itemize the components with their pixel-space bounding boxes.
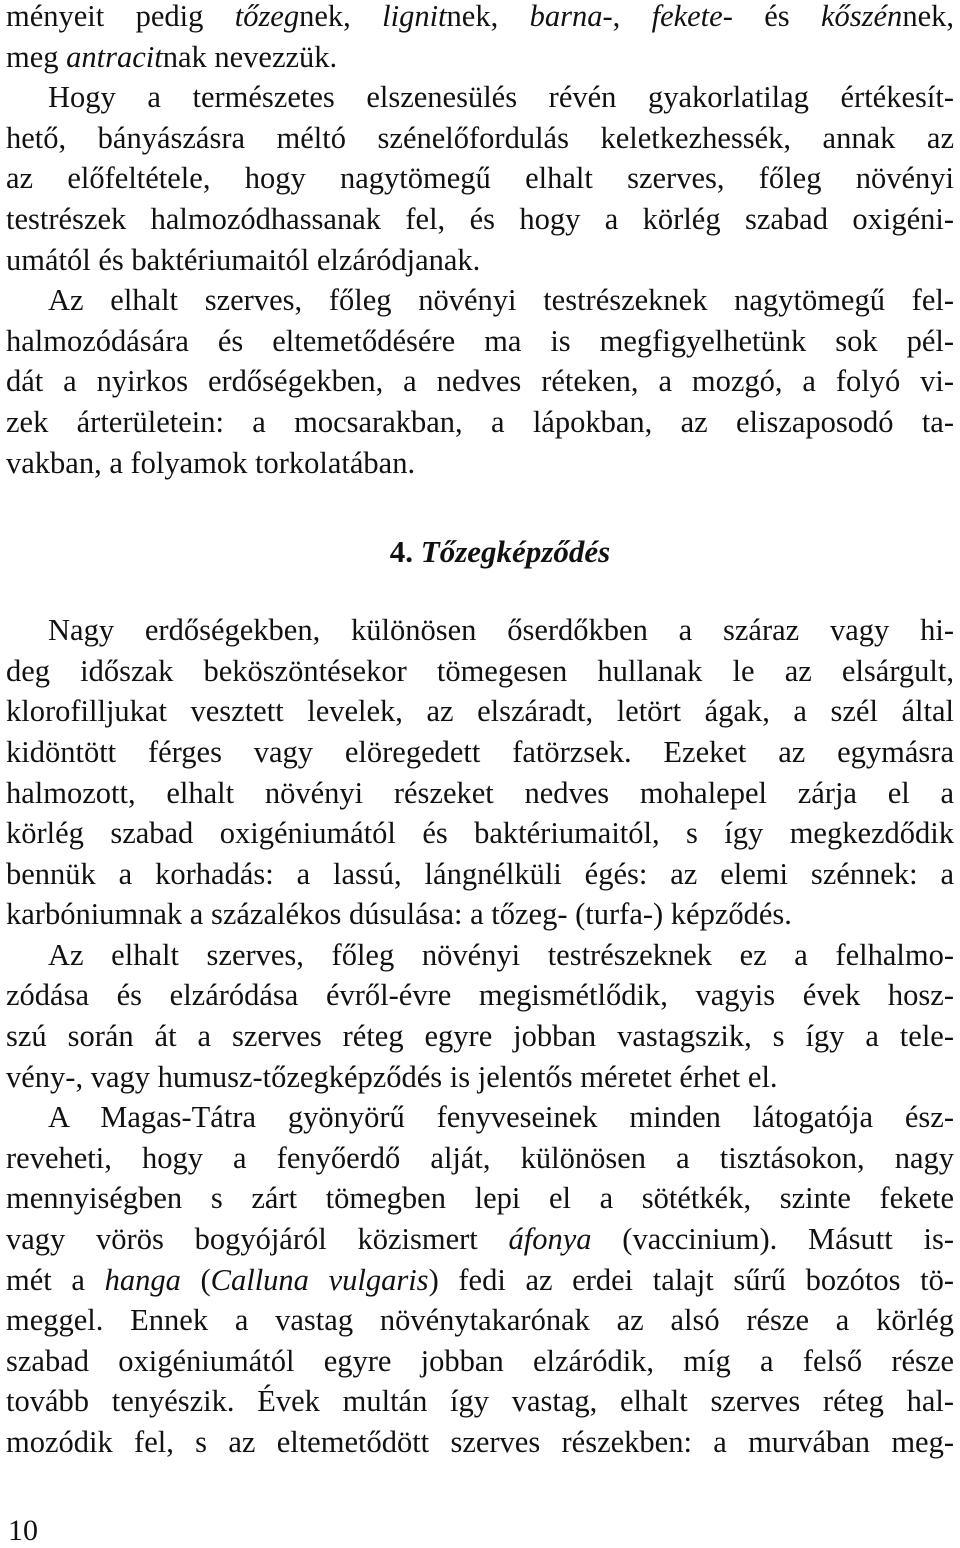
- text-line: testrészek halmozódhassanak fel, és hogy a körlég szabad oxigéni-: [6, 201, 954, 236]
- text-line: vakban, a folyamok torkolatában.: [6, 445, 416, 480]
- italic-term: Calluna vulgaris: [210, 1262, 429, 1297]
- text-line: halmozott, elhalt növényi részeket nedves mohalepel zárja el a: [6, 775, 954, 810]
- intro-text: [6, 0, 954, 77]
- text-line: Hogy a természetes elszenesülés révén gyakorlatilag értékesít-: [48, 80, 954, 115]
- paragraph: [6, 610, 954, 935]
- text-line: dát a nyirkos erdőségekben, a nedves réteken, a mozgó, a folyó vi-: [6, 364, 954, 399]
- text-line: reveheti, hogy a fenyőerdő alját, különösen a tisztásokon, nagy: [6, 1140, 954, 1175]
- text-line: Az elhalt szerves, főleg növényi testrészeknek nagytömegű fel-: [48, 283, 954, 318]
- text-line: halmozódására és eltemetődésére ma is megfigyelhetünk sok pél-: [6, 323, 954, 358]
- italic-term: kőszén: [820, 0, 903, 33]
- section-number: 4.: [389, 534, 414, 570]
- paragraph: [6, 77, 954, 280]
- text-line: zódása és elzáródása évről-évre megismétlődik, vagyis évek hosz-: [6, 978, 954, 1013]
- text-line: meggel. Ennek a vastag növénytakarónak az alsó része a körlég: [6, 1303, 954, 1338]
- paragraph: [6, 935, 954, 1097]
- italic-term: hanga: [104, 1262, 181, 1297]
- page-number: 10: [8, 1514, 38, 1547]
- italic-term: fekete: [651, 0, 723, 33]
- section-heading: [6, 532, 954, 572]
- text-line: mennyiségben s zárt tömegben lepi el a sötétkék, szinte fekete: [6, 1181, 954, 1216]
- text-line: klorofilljukat vesztett levelek, az elszáradt, letört ágak, a szél által: [6, 694, 954, 729]
- text-line: mét a hanga (Calluna vulgaris) fedi az erdei talajt sűrű bozótos tö-: [6, 1262, 954, 1297]
- paragraph: [6, 1097, 954, 1462]
- italic-term: antracit: [66, 39, 163, 74]
- text-line: mozódik fel, s az eltemetődött szerves részekben: a murvában meg-: [6, 1425, 954, 1459]
- text-line: hető, bányászásra méltó szénelőfordulás keletkezhessék, annak az: [6, 120, 954, 155]
- text-line: az előfeltétele, hogy nagytömegű elhalt szerves, főleg növényi: [6, 161, 954, 196]
- italic-term: lignit: [382, 0, 447, 33]
- text-line: bennük a korhadás: a lassú, lángnélküli égés: az elemi szénnek: a: [6, 856, 954, 891]
- italic-term: barna: [529, 0, 603, 33]
- document-page: [6, 0, 954, 1463]
- text-line: meg antracitnak nevezzük.: [6, 39, 338, 74]
- text-line: karbóniumnak a százalékos dúsulása: a tőzeg- (turfa-) képződés.: [6, 897, 792, 932]
- text-line: tovább tenyészik. Évek multán így vastag, elhalt szerves réteg hal-: [6, 1384, 954, 1419]
- text-line: Nagy erdőségekben, különösen őserdőkben a száraz vagy hi-: [48, 613, 954, 648]
- italic-term: áfonya: [508, 1222, 592, 1257]
- text-line: vény-, vagy humusz-tőzegképződés is jelentős méretet érhet el.: [6, 1059, 778, 1094]
- text-line: szú során át a szerves réteg egyre jobban vastagszik, s így a tele-: [6, 1019, 954, 1054]
- text-line: zek árterületein: a mocsarakban, a lápokban, az eliszaposodó ta-: [6, 404, 954, 439]
- text-line: deg időszak beköszöntésekor tömegesen hullanak le az elsárgult,: [6, 653, 954, 688]
- text-line: körlég szabad oxigéniumától és baktériumaitól, s így megkezdődik: [6, 816, 954, 851]
- text-line: A Magas-Tátra gyönyörű fenyveseinek minden látogatója ész-: [48, 1100, 954, 1135]
- text-line: ményeit pedig tőzegnek, lignitnek, barna-, fekete- és kőszénnek,: [6, 0, 954, 33]
- section-title: Tőzegképződés: [420, 534, 611, 570]
- text-line: szabad oxigéniumától egyre jobban elzáródik, míg a felső része: [6, 1343, 954, 1378]
- italic-term: tőzeg: [234, 0, 300, 33]
- text-line: vagy vörös bogyójáról közismert áfonya (vaccinium). Másutt is-: [6, 1222, 954, 1257]
- text-line: Az elhalt szerves, főleg növényi testrészeknek ez a felhalmo-: [48, 937, 954, 972]
- paragraph: [6, 280, 954, 483]
- text-line: umától és baktériumaitól elzáródjanak.: [6, 242, 481, 277]
- text-line: kidöntött férges vagy elöregedett fatörzsek. Ezeket az egymásra: [6, 734, 954, 769]
